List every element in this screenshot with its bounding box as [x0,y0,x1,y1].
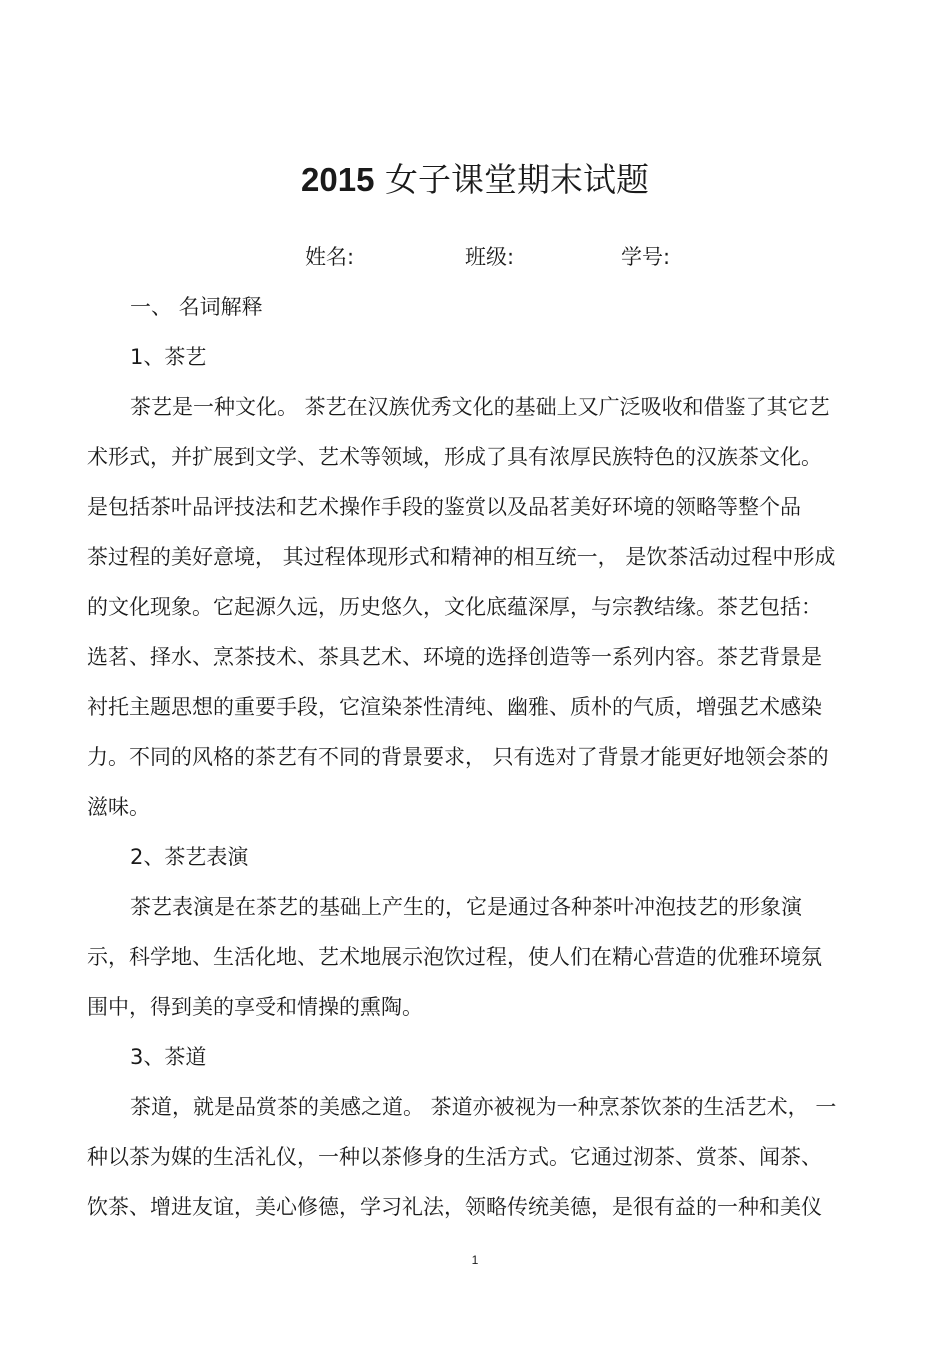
paragraph-line: 种以茶为媒的生活礼仪，一种以茶修身的生活方式。它通过沏茶、赏茶、闻茶、 [87,1145,822,1169]
paragraph-line: 茶艺是一种文化。 茶艺在汉族优秀文化的基础上又广泛吸收和借鉴了其它艺 [130,395,830,419]
student-id-field-label: 学号: [621,245,671,269]
name-field-label: 姓名: [305,245,355,269]
title-year: 2015 [301,161,375,198]
paragraph-line: 饮茶、增进友谊，美心修德，学习礼法，领略传统美德，是很有益的一种和美仪 [87,1195,822,1219]
class-field-label: 班级: [465,245,515,269]
paragraph-line: 茶道，就是品赏茶的美感之道。 茶道亦被视为一种烹茶饮茶的生活艺术， 一 [130,1095,837,1119]
page-number: 1 [471,1253,479,1267]
paragraph-line: 示，科学地、生活化地、艺术地展示泡饮过程，使人们在精心营造的优雅环境氛 [87,945,822,969]
paragraph-line: 选茗、择水、烹茶技术、茶具艺术、环境的选择创造等一系列内容。茶艺背景是 [87,645,822,669]
term-heading: 1、茶艺 [130,345,207,369]
title-text: 女子课堂期末试题 [384,160,649,199]
paragraph-line: 术形式，并扩展到文学、艺术等领域，形成了具有浓厚民族特色的汉族茶文化。 [87,445,822,469]
paragraph-line: 是包括茶叶品评技法和艺术操作手段的鉴赏以及品茗美好环境的领略等整个品 [87,495,801,519]
paragraph-line: 的文化现象。它起源久远，历史悠久，文化底蕴深厚，与宗教结缘。茶艺包括： [87,595,822,619]
term-heading: 3、茶道 [130,1045,207,1069]
page-title [0,158,950,202]
paragraph-line: 围中，得到美的享受和情操的熏陶。 [87,995,423,1019]
paragraph-line: 茶过程的美好意境， 其过程体现形式和精神的相互统一， 是饮茶活动过程中形成 [87,545,836,569]
paragraph-line: 茶艺表演是在茶艺的基础上产生的，它是通过各种茶叶冲泡技艺的形象演 [130,895,802,919]
term-heading: 2、茶艺表演 [130,845,249,869]
paragraph-line: 力。不同的风格的茶艺有不同的背景要求， 只有选对了背景才能更好地领会茶的 [87,745,829,769]
paragraph-line: 滋味。 [87,795,150,819]
section-heading: 一、 名词解释 [130,295,263,319]
paragraph-line: 衬托主题思想的重要手段，它渲染茶性清纯、幽雅、质朴的气质，增强艺术感染 [87,695,822,719]
